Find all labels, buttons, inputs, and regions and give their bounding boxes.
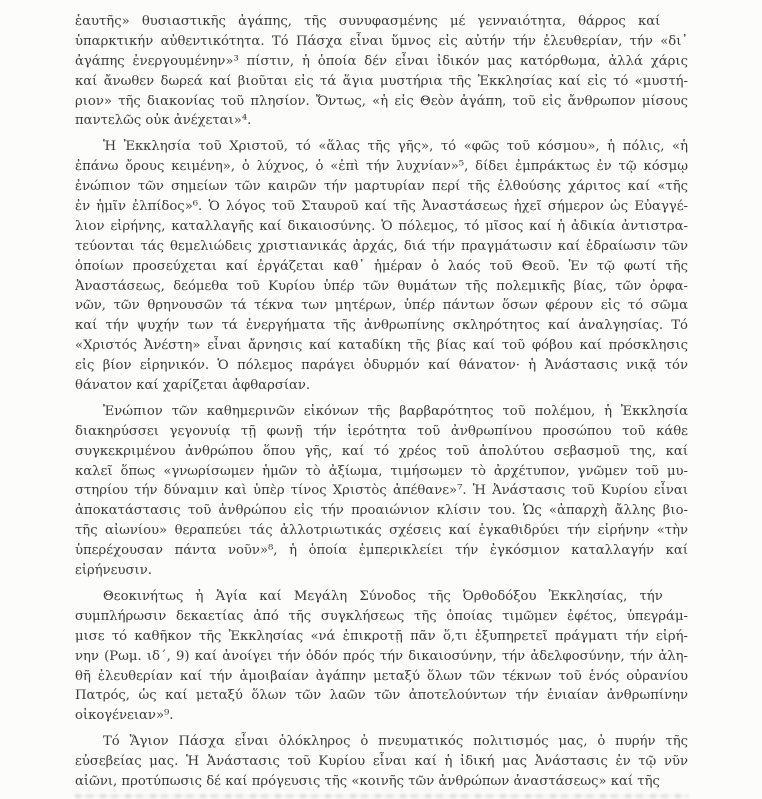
text-line: διακηρύσσει γεγονυίᾳ τῇ φωνῇ τήν ἱερότητα τοῦ ἀνθρωπίνου προσώπου τοῦ κάθε [75, 423, 688, 439]
text-line: Ἐνώπιον τῶν καθημερινῶν εἰκόνων τῆς βαρβαρότητος τοῦ πολέμου, ἡ Ἐκκλησία [103, 403, 688, 419]
paragraph [75, 732, 688, 792]
text-line: ἐνώπιον τῶν σημείων τῶν καιρῶν τήν μαρτυρίαν περί τῆς ἐλθούσης χάριτος καί «τῆς [75, 179, 688, 195]
text-line: Ἡ Ἐκκλησία τοῦ Χριστοῦ, τό «ἅλας τῆς γῆς», τό «φῶς τοῦ κόσμου», ἡ πόλις, «ἡ [103, 139, 688, 155]
text-line: αἰῶνι, προτύπωσις δέ καί πρόγευσις τῆς «κοινῆς τῶν ἀνθρώπων ἀναστάσεως» καί τῆς [75, 773, 660, 789]
text-line: εἰρήνευσιν. [75, 563, 152, 579]
text-line: καλεῖ ὅπως «γνωρίσωμεν ἡμῶν τὸ ἀξίωμα, τιμήσωμεν τὸ ἀρχέτυπον, γνῶμεν τοῦ μυ- [75, 463, 688, 479]
paragraph [75, 587, 688, 726]
text-line: λιον εἰρήνης, καταλλαγῆς καί δικαιοσύνης. Ὁ πόλεμος, τό μῖσος καί ἡ ἀδικία ἀντιστρα- [75, 218, 688, 234]
text-line: Τό Ἅγιον Πάσχα εἶναι ὁλόκληρος ὁ πνευματικός πολιτισμός μας, ὁ πυρήν τῆς [103, 734, 688, 750]
text-line: συγκεκριμένου ἀνθρώπου ὅπου γῆς, καί τό χρέος τοῦ ἀπολύτου σεβασμοῦ της, καί [75, 443, 688, 459]
text-line: ἀγάπης ἐνεργουμένην»³ πίστιν, ἡ ὁποία δέν εἶναι ἰδικόν μας κατόρθωμα, ἀλλά χάρις [75, 53, 688, 69]
paragraph [75, 402, 688, 581]
text-line: εὐσεβείας μας. Ἡ Ἀνάστασις τοῦ Κυρίου εἶναι καί ἡ ἰδική μας Ἀνάστασις ἐν τῷ νῦν [75, 754, 688, 770]
text-line: ὁποίων προσεύχεται καί ἐργάζεται καθ᾽ ἡμέραν ὁ λαός τοῦ Θεοῦ. Ἐν τῷ φωτί τῆς [75, 258, 688, 274]
text-line: ὑπερέχουσαν πάντα νοῦν»⁸, ἡ ὁποία ἐμπερικλείει τήν ἐγκόσμιον καταλλαγήν καί [75, 543, 688, 559]
next-line-cutoff [75, 794, 688, 798]
text-line: τῆς αἰωνίου» θεραπεύει τάς ἀλλοτριωτικάς σχέσεις καί ἐγκαθιδρύει τήν εἰρήνην «τὴν [75, 523, 688, 539]
text-line: ἐπάνω ὄρους κειμένη», ὁ λύχνος, ὁ «ἐπὶ τήν λυχνίαν»⁵, δίδει ἐμπράκτως ἐν τῷ κόσμῳ [75, 159, 688, 175]
text-line: στηρίου τήν δύναμιν καὶ ὑπὲρ τίνος Χριστὸς ἀπέθανε»⁷. Ἡ Ἀνάστασις τοῦ Κυρίου εἶναι [75, 483, 688, 499]
text-block [75, 12, 688, 792]
text-line: ἑαυτῆς» θυσιαστικῆς ἀγάπης, τῆς συνυφασμένης μέ γενναιότητα, θάρρος καί [75, 14, 661, 29]
text-line: συμπλήρωσιν δεκαετίας ἀπό τῆς συγκλήσεως τῆς ὁποίας τιμῶμεν ἐφέτος, ὑπεγράμ- [75, 608, 688, 624]
paragraph [75, 12, 688, 131]
text-line: εἰς βίον εἰρηνικόν. Ὁ πόλεμος παράγει ὀδυρμόν καί θάνατον· ἡ Ἀνάστασις νικᾷ τόν [75, 358, 688, 374]
text-line: τεύονται τάς θεμελιώδεις χριστιανικάς ἀρχάς, διά τήν πραγμάτωσιν καί ἑδραίωσιν τῶν [75, 238, 688, 254]
text-line: θῆ ἐλευθερίαν καί τήν ἀμοιβαίαν ἀγάπην μεταξύ ὅλων τῶν τέκνων τοῦ ἑνός οὐρανίου [75, 668, 688, 684]
text-line: ριον» τῆς διακονίας τοῦ πλησίον. Ὄντως, «ἡ εἰς Θεὸν ἀγάπη, τοῦ εἰς ἄνθρωπον μίσους [75, 93, 688, 109]
text-line: νῶν, τῶν θρηνουσῶν τά τέκνα των μητέρων, ὑπέρ πάντων ὅσων φέρουν εἰς τό σῶμα [75, 298, 688, 314]
text-line: νην (Ρωμ. ιδ´, 9) καί ἀνοίγει τήν ὁδόν πρός τήν δικαιοσύνην, τήν ἀδελφοσύνην, τήν ἀλη- [75, 648, 688, 664]
paragraph [75, 137, 688, 396]
text-line: θάνατον καί χαρίζεται ἀφθαρσίαν. [75, 378, 311, 394]
text-line: ἐν ἡμῖν ἐλπίδος»⁶. Ὁ λόγος τοῦ Σταυροῦ καί τῆς Ἀναστάσεως ἠχεῖ σήμερον ὡς Εὐαγγέ- [75, 199, 688, 215]
text-line: οἰκογένειαν»⁹. [75, 708, 174, 724]
text-line: Ἀναστάσεως, δεόμεθα τοῦ Κυρίου ὑπέρ τῶν θυμάτων τῆς πολεμικῆς βίας, τῶν ὀρφα- [75, 278, 688, 294]
text-line: ὑπαρκτικήν αὐθεντικότητα. Τό Πάσχα εἶναι ὕμνος εἰς αὐτήν τήν ἐλευθερίαν, τήν «δι᾽ [75, 33, 688, 49]
text-line: παντελῶς οὐκ ἀνέχεται»⁴. [75, 113, 252, 129]
text-line: καί ἄνωθεν δωρεά καί βιοῦται εἰς τά ἅγια μυστήρια τῆς Ἐκκλησίας καί εἰς τό «μυστή- [75, 73, 688, 89]
text-line: ἀποκατάστασις τοῦ ἀνθρώπου εἰς τήν προαιώνιον κλίσιν του. Ὡς «ἀπαρχὴ ἄλλης βιο- [75, 503, 688, 519]
text-line: Θεοκινήτως ἡ Ἁγία καί Μεγάλη Σύνοδος τῆς Ὀρθοδόξου Ἐκκλησίας, τήν [103, 588, 663, 604]
text-line: Πατρός, ὡς καί μεταξύ ὅλων τῶν λαῶν τῶν ἀποτελούντων τήν ἑνιαίαν ἀνθρωπίνην [75, 688, 688, 704]
text-line: καί τήν ψυχήν των τά ἐνεργήματα τῆς ἀνθρωπίνης σκληρότητος καί ἀναλγησίας. Τό [75, 318, 688, 334]
text-line: μισε τό καθῆκον τῆς Ἐκκλησίας «νά ἐπικροτῇ πᾶν ὅ,τι ἐξυπηρετεῖ πράγματι τήν εἰρή- [75, 628, 688, 644]
text-line: «Χριστός Ἀνέστη» εἶναι ἄρνησις καί καταδίκη τῆς βίας καί τοῦ φόβου καί πρόσκλησις [75, 338, 688, 354]
